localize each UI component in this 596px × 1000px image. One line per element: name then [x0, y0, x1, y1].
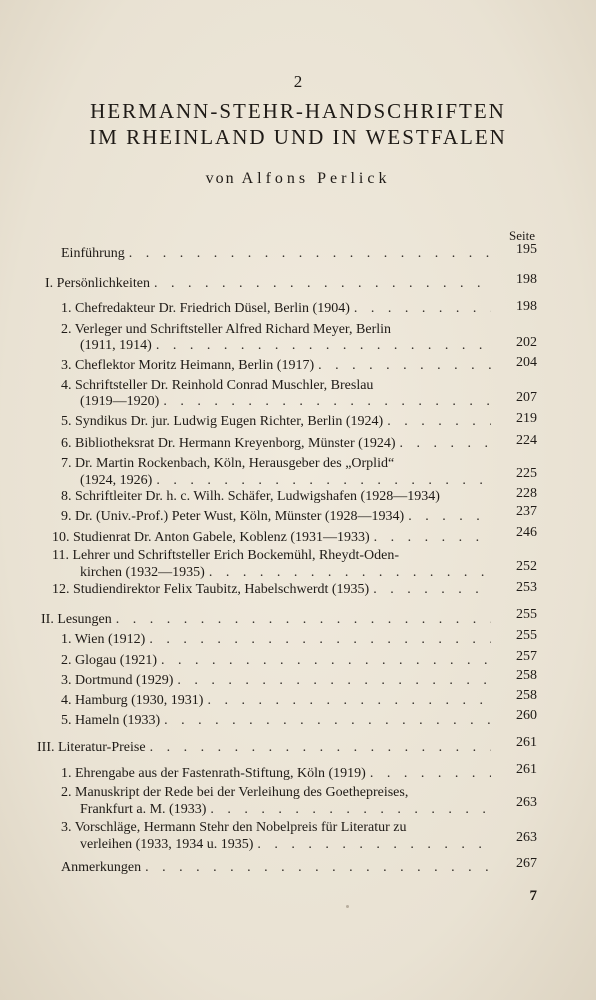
toc-entry-text: 5. Hameln (1933) — [61, 713, 161, 728]
dot-leader — [408, 508, 491, 526]
toc-entry-text: 10. Studienrat Dr. Anton Gabele, Koblenz (1931—1933) — [52, 530, 370, 545]
title-line-2: IM RHEINLAND UND IN WESTFALEN — [89, 125, 507, 149]
toc-page-number: 258 — [516, 688, 537, 703]
toc-entry — [61, 712, 495, 730]
toc-page-number: 263 — [516, 795, 537, 810]
dot-leader — [207, 692, 491, 710]
toc-entry — [61, 692, 495, 710]
toc-entry-text: Einführung — [61, 246, 125, 261]
toc-page-number: 228 — [516, 486, 537, 501]
dot-leader — [373, 581, 491, 599]
toc-entry-text: 2. Manuskript der Rede bei der Verleihung des Goethepreises, — [61, 785, 409, 800]
toc-entry-text: (1919—1920) — [80, 394, 160, 409]
toc-entry-text: 7. Dr. Martin Rockenbach, Köln, Herausgeber des „Orplid“ — [61, 456, 395, 471]
toc-entry — [52, 581, 495, 599]
toc-page-number: 246 — [516, 525, 537, 540]
dot-leader — [318, 357, 491, 375]
toc-entry-text: 4. Hamburg (1930, 1931) — [61, 693, 204, 708]
toc-entry — [61, 300, 495, 318]
toc-entry-text: 3. Cheflektor Moritz Heimann, Berlin (1917) — [61, 358, 315, 373]
dot-leader — [370, 765, 491, 783]
dot-leader — [129, 245, 491, 263]
toc-section-persoenlichkeiten — [45, 275, 495, 293]
print-speck — [346, 905, 349, 908]
toc-entry-text: III. Literatur-Preise — [37, 740, 146, 755]
title-line-1: HERMANN-STEHR-HANDSCHRIFTEN — [90, 99, 506, 123]
toc-entry-text: (1911, 1914) — [80, 338, 152, 353]
toc-entry-text: 1. Ehrengabe aus der Fastenrath-Stiftung, Köln (1919) — [61, 766, 366, 781]
dot-leader — [354, 300, 491, 318]
toc-page-number: 258 — [516, 668, 537, 683]
toc-entry-text: (1924, 1926) — [80, 473, 153, 488]
toc-page-number: 225 — [516, 466, 537, 481]
dot-leader — [116, 611, 491, 629]
toc-page-number: 207 — [516, 390, 537, 405]
toc-entry-text: 5. Syndikus Dr. jur. Ludwig Eugen Richter, Berlin (1924) — [61, 414, 384, 429]
toc-section-literatur-preise — [37, 739, 495, 757]
toc-entry-text: 12. Studiendirektor Felix Taubitz, Habelschwerdt (1935) — [52, 582, 370, 597]
toc-entry-text: 2. Glogau (1921) — [61, 653, 158, 668]
toc-page-number: 198 — [516, 272, 537, 287]
toc-page-number: 204 — [516, 355, 537, 370]
toc-entry-text: verleihen (1933, 1934 u. 1935) — [80, 837, 254, 852]
dot-leader — [145, 859, 491, 877]
dot-leader — [161, 652, 491, 670]
toc-page-number: 198 — [516, 299, 537, 314]
toc-entry-einfuehrung — [61, 245, 495, 263]
author-prefix: von — [205, 170, 236, 187]
toc-entry-text: 11. Lehrer und Schriftsteller Erich Bockemühl, Rheydt-Oden- — [52, 548, 400, 563]
toc-entry-text: 3. Dortmund (1929) — [61, 673, 174, 688]
dot-leader — [164, 712, 491, 730]
toc-entry-text: kirchen (1932—1935) — [80, 565, 205, 580]
toc-page-number: 219 — [516, 411, 537, 426]
toc-page-number: 253 — [516, 580, 537, 595]
toc-entry — [61, 357, 495, 375]
author-name: Alfons Perlick — [241, 170, 391, 187]
toc-entry — [52, 529, 495, 547]
toc-entry — [61, 508, 495, 526]
toc-page-number: 202 — [516, 335, 537, 350]
folio-page-number: 7 — [529, 888, 537, 904]
toc-page-number: 257 — [516, 649, 537, 664]
toc-page-number: 261 — [516, 735, 537, 750]
dot-leader — [154, 275, 491, 293]
toc-entry-text: Anmerkungen — [61, 860, 142, 875]
toc-entry — [61, 765, 495, 783]
dot-leader — [177, 672, 491, 690]
dot-leader — [387, 413, 491, 431]
dot-leader — [374, 529, 491, 547]
toc-entry — [80, 564, 495, 582]
dot-leader — [210, 801, 491, 819]
toc-entry-text: II. Lesungen — [41, 612, 112, 627]
toc-page-number: 237 — [516, 504, 537, 519]
toc-section-lesungen — [41, 611, 495, 629]
dot-leader — [163, 393, 491, 411]
dot-leader — [156, 337, 491, 355]
author-line — [0, 170, 596, 188]
toc-entry — [61, 652, 495, 670]
page-column-label: Seite — [509, 228, 535, 243]
toc-entry — [61, 413, 495, 431]
toc-page-number: 252 — [516, 559, 537, 574]
toc-page-number: 255 — [516, 628, 537, 643]
toc-page-number: 195 — [516, 242, 537, 257]
toc-entry-text: 8. Schriftleiter Dr. h. c. Wilh. Schäfer, Ludwigshafen (1928—1934) — [61, 489, 440, 504]
toc-entry — [61, 672, 495, 690]
dot-leader — [400, 435, 491, 453]
toc-page-number: 267 — [516, 856, 537, 871]
toc-entry-text: 1. Chefredakteur Dr. Friedrich Düsel, Berlin (1904) — [61, 301, 350, 316]
toc-entry — [80, 801, 495, 819]
toc-page-number: 260 — [516, 708, 537, 723]
toc-page-number: 224 — [516, 433, 537, 448]
toc-entry — [80, 393, 495, 411]
dot-leader — [209, 564, 491, 582]
toc-entry — [80, 337, 495, 355]
toc-entry-text: 1. Wien (1912) — [61, 632, 146, 647]
chapter-number: 2 — [293, 72, 303, 91]
toc-entry-text: I. Persönlichkeiten — [45, 276, 150, 291]
toc-entry-text: 6. Bibliotheksrat Dr. Hermann Kreyenborg, Münster (1924) — [61, 436, 396, 451]
toc-entry-text: 4. Schriftsteller Dr. Reinhold Conrad Muschler, Breslau — [61, 378, 374, 393]
dot-leader — [149, 631, 491, 649]
dot-leader — [150, 739, 491, 757]
toc-page-number: 261 — [516, 762, 537, 777]
toc-page-number: 263 — [516, 830, 537, 845]
toc-entry-text: 9. Dr. (Univ.-Prof.) Peter Wust, Köln, Münster (1928—1934) — [61, 509, 405, 524]
toc-entry-anmerkungen — [61, 859, 495, 877]
toc-entry-text: 3. Vorschläge, Hermann Stehr den Nobelpreis für Literatur zu — [61, 820, 407, 835]
dot-leader — [257, 836, 491, 854]
toc-entry — [61, 435, 495, 453]
toc-entry-text: Frankfurt a. M. (1933) — [80, 802, 207, 817]
toc-entry — [80, 836, 495, 854]
toc-entry-text: 2. Verleger und Schriftsteller Alfred Richard Meyer, Berlin — [61, 322, 392, 337]
toc-entry — [61, 631, 495, 649]
toc-page-number: 255 — [516, 607, 537, 622]
